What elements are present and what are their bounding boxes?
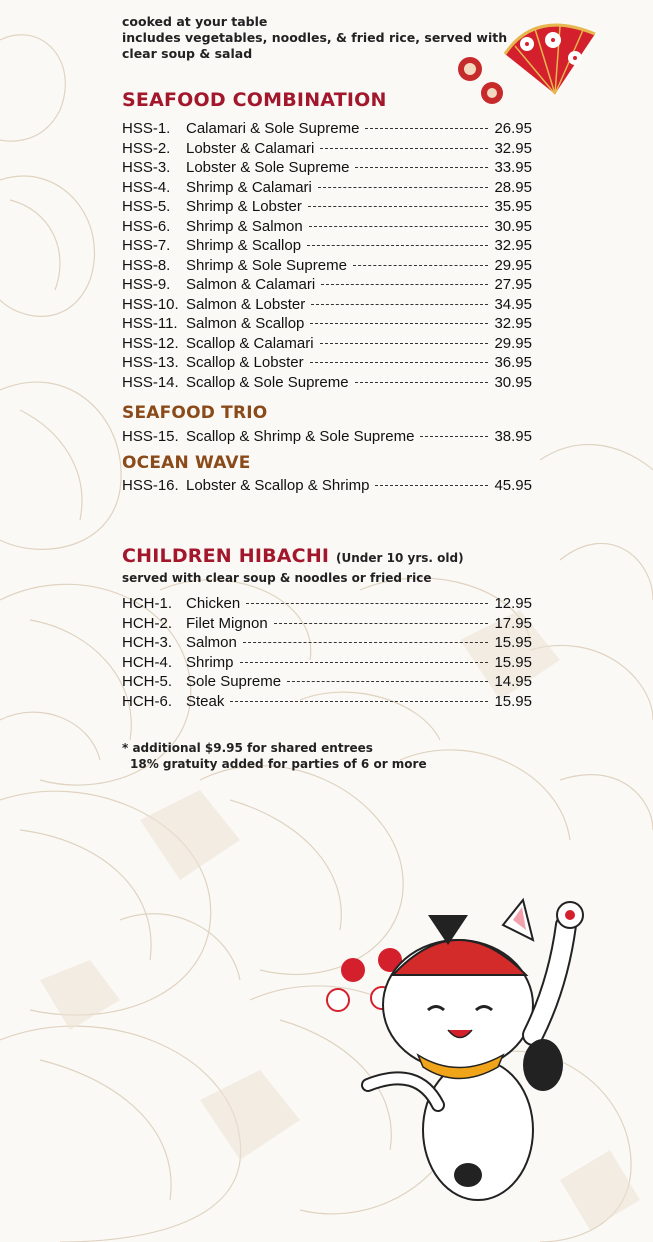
item-code: HSS-3. [122, 159, 171, 176]
leader-dots [246, 603, 488, 604]
item-name: Lobster & Calamari [186, 139, 315, 157]
item-name: Scallop & Sole Supreme [186, 373, 349, 391]
menu-item [122, 634, 532, 654]
children-hibachi-heading [122, 545, 464, 567]
footnote-gratuity: 18% gratuity added for parties of 6 or more [130, 757, 427, 771]
item-price: 32.95 [494, 237, 532, 254]
leader-dots [375, 485, 488, 486]
leader-dots [311, 304, 488, 305]
leader-dots [355, 382, 489, 383]
leader-dots [287, 681, 488, 682]
leader-dots [365, 128, 488, 129]
leader-dots [310, 362, 489, 363]
children-hibachi-subtitle: served with clear soup & noodles or fried rice [122, 571, 432, 585]
item-code: HCH-2. [122, 614, 173, 632]
item-code: HSS-14. [122, 373, 179, 391]
item-code: HSS-4. [122, 178, 171, 196]
footnotes [122, 740, 427, 772]
leader-dots [355, 167, 488, 168]
item-code: HSS-10. [122, 295, 179, 313]
item-code: HSS-9. [122, 276, 171, 293]
menu-item [122, 179, 532, 199]
item-code: HSS-11. [122, 315, 178, 332]
leader-dots [320, 343, 489, 344]
menu-item [122, 354, 532, 374]
item-code: HCH-6. [122, 692, 173, 710]
item-price: 32.95 [494, 139, 532, 157]
item-code: HCH-3. [122, 634, 173, 651]
item-price: 15.95 [494, 634, 532, 651]
item-price: 17.95 [494, 614, 532, 632]
menu-item [122, 654, 532, 674]
menu-item [122, 615, 532, 635]
menu-item [122, 257, 532, 277]
seafood-trio-list [122, 428, 532, 448]
item-price: 29.95 [494, 256, 532, 274]
menu-item [122, 315, 532, 335]
item-price: 26.95 [494, 120, 532, 137]
item-price: 38.95 [494, 428, 532, 445]
menu-item [122, 140, 532, 160]
children-hibachi-title: CHILDREN HIBACHI [122, 545, 330, 567]
leader-dots [310, 323, 488, 324]
item-price: 34.95 [494, 295, 532, 313]
menu-item [122, 237, 532, 257]
item-price: 29.95 [494, 334, 532, 352]
item-name: Scallop & Shrimp & Sole Supreme [186, 428, 415, 445]
item-price: 45.95 [494, 477, 532, 494]
leader-dots [230, 701, 488, 702]
menu-item [122, 296, 532, 316]
leader-dots [353, 265, 489, 266]
lucky-cat-illustration [308, 895, 608, 1225]
menu-item [122, 120, 532, 140]
item-name: Shrimp [186, 653, 234, 671]
leader-dots [240, 662, 489, 663]
item-price: 32.95 [494, 315, 532, 332]
item-code: HCH-5. [122, 673, 173, 690]
item-code: HSS-13. [122, 354, 179, 371]
seafood-combination-list [122, 120, 532, 393]
item-name: Shrimp & Lobster [186, 198, 302, 215]
leader-dots [307, 245, 488, 246]
menu-item [122, 159, 532, 179]
item-name: Sole Supreme [186, 673, 282, 690]
plum-blossom-icon [452, 55, 512, 110]
seafood-combination-heading: SEAFOOD COMBINATION [122, 89, 387, 111]
intro-line: clear soup & salad [122, 46, 253, 61]
item-code: HCH-4. [122, 653, 173, 671]
item-name: Chicken [186, 595, 241, 612]
item-code: HSS-15. [122, 428, 179, 445]
item-name: Salmon & Calamari [186, 276, 316, 293]
item-price: 36.95 [494, 354, 532, 371]
item-price: 33.95 [494, 159, 532, 176]
menu-item [122, 335, 532, 355]
item-code: HSS-12. [122, 334, 179, 352]
menu-item [122, 595, 532, 615]
leader-dots [318, 187, 489, 188]
item-name: Salmon & Lobster [186, 295, 306, 313]
item-price: 15.95 [494, 692, 532, 710]
item-name: Shrimp & Sole Supreme [186, 256, 347, 274]
menu-item [122, 477, 532, 497]
item-name: Steak [186, 692, 225, 710]
item-name: Salmon & Scallop [186, 315, 305, 332]
item-name: Lobster & Scallop & Shrimp [186, 477, 370, 494]
children-hibachi-list [122, 595, 532, 712]
item-price: 30.95 [494, 373, 532, 391]
item-code: HSS-1. [122, 120, 171, 137]
intro-line: includes vegetables, noodles, & fried rice, served with [122, 30, 508, 45]
item-price: 27.95 [494, 276, 532, 293]
item-code: HCH-1. [122, 595, 173, 612]
leader-dots [274, 623, 489, 624]
item-name: Scallop & Calamari [186, 334, 314, 352]
children-hibachi-age-note: (Under 10 yrs. old) [336, 551, 464, 565]
item-name: Salmon [186, 634, 237, 651]
menu-item [122, 276, 532, 296]
item-code: HSS-5. [122, 198, 171, 215]
item-price: 28.95 [494, 178, 532, 196]
menu-item [122, 374, 532, 394]
ocean-wave-list [122, 477, 532, 497]
item-price: 14.95 [494, 673, 532, 690]
menu-item [122, 428, 532, 448]
menu-item [122, 673, 532, 693]
item-price: 35.95 [494, 198, 532, 215]
intro-line: cooked at your table [122, 14, 268, 29]
leader-dots [420, 436, 488, 437]
item-name: Calamari & Sole Supreme [186, 120, 360, 137]
menu-item [122, 218, 532, 238]
leader-dots [243, 642, 489, 643]
item-price: 15.95 [494, 653, 532, 671]
leader-dots [321, 284, 488, 285]
menu-item [122, 198, 532, 218]
item-name: Scallop & Lobster [186, 354, 304, 371]
seafood-trio-heading: SEAFOOD TRIO [122, 403, 268, 423]
item-name: Shrimp & Scallop [186, 237, 302, 254]
item-code: HSS-2. [122, 139, 171, 157]
item-name: Shrimp & Salmon [186, 217, 303, 235]
item-code: HSS-6. [122, 217, 171, 235]
item-code: HSS-8. [122, 256, 171, 274]
item-name: Shrimp & Calamari [186, 178, 312, 196]
item-code: HSS-7. [122, 237, 171, 254]
leader-dots [320, 148, 488, 149]
ocean-wave-heading: OCEAN WAVE [122, 453, 251, 473]
item-price: 30.95 [494, 217, 532, 235]
item-name: Filet Mignon [186, 614, 268, 632]
leader-dots [308, 206, 489, 207]
item-code: HSS-16. [122, 477, 179, 494]
item-price: 12.95 [494, 595, 532, 612]
item-name: Lobster & Sole Supreme [186, 159, 350, 176]
menu-item [122, 693, 532, 713]
footnote-shared: * additional $9.95 for shared entrees [122, 741, 373, 755]
leader-dots [309, 226, 489, 227]
